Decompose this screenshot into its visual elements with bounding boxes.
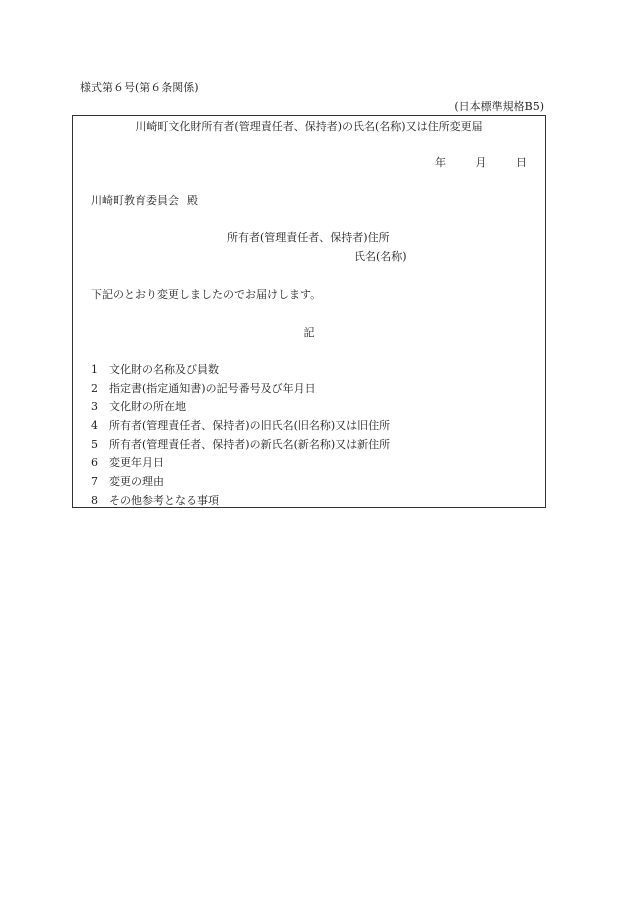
item-text: 所有者(管理責任者、保持者)の旧氏名(旧名称)又は旧住所 <box>109 419 391 433</box>
list-item <box>91 492 390 511</box>
date-line <box>409 157 527 168</box>
item-number: 6 <box>91 456 98 470</box>
item-text: 変更の理由 <box>109 475 164 489</box>
list-item <box>91 436 390 455</box>
form-frame <box>72 115 546 508</box>
date-year-label: 年 <box>435 156 446 169</box>
item-number: 1 <box>91 363 98 376</box>
applicant-address-label: 所有者(管理責任者、保持者)住所 <box>227 231 390 244</box>
ki-heading: 記 <box>303 326 315 339</box>
list-item <box>91 473 390 492</box>
item-number: 4 <box>91 419 98 433</box>
item-number: 2 <box>91 381 98 395</box>
date-day-label: 日 <box>516 156 527 169</box>
list-item <box>91 417 390 436</box>
form-number: 様式第６号(第６条関係) <box>80 81 199 94</box>
date-month-label: 月 <box>475 156 487 169</box>
item-number: 5 <box>91 437 98 451</box>
addressee <box>91 195 198 206</box>
item-number: 3 <box>91 400 98 414</box>
addressee-honorific: 殿 <box>187 194 198 207</box>
item-number: 8 <box>91 493 98 507</box>
item-number: 7 <box>91 475 98 489</box>
list-item <box>91 454 390 473</box>
notification-statement: 下記のとおり変更しましたのでお届けします。 <box>91 288 322 301</box>
applicant-name-label: 氏名(名称) <box>354 250 407 263</box>
item-text: その他参考となる事項 <box>109 493 219 507</box>
document-title: 川崎町文化財所有者(管理責任者、保持者)の氏名(名称)又は住所変更届 <box>135 120 483 133</box>
item-text: 所有者(管理責任者、保持者)の新氏名(新名称)又は新住所 <box>109 437 391 451</box>
item-list <box>91 361 390 511</box>
addressee-name: 川崎町教育委員会 <box>91 194 179 207</box>
item-text: 指定書(指定通知書)の記号番号及び年月日 <box>109 381 316 395</box>
item-text: 変更年月日 <box>109 456 164 470</box>
list-item <box>91 361 390 380</box>
item-text: 文化財の名称及び員数 <box>109 363 219 376</box>
paper-size-label: (日本標準規格B5) <box>454 100 544 113</box>
item-text: 文化財の所在地 <box>109 400 186 414</box>
list-item <box>91 398 390 417</box>
list-item <box>91 380 390 399</box>
